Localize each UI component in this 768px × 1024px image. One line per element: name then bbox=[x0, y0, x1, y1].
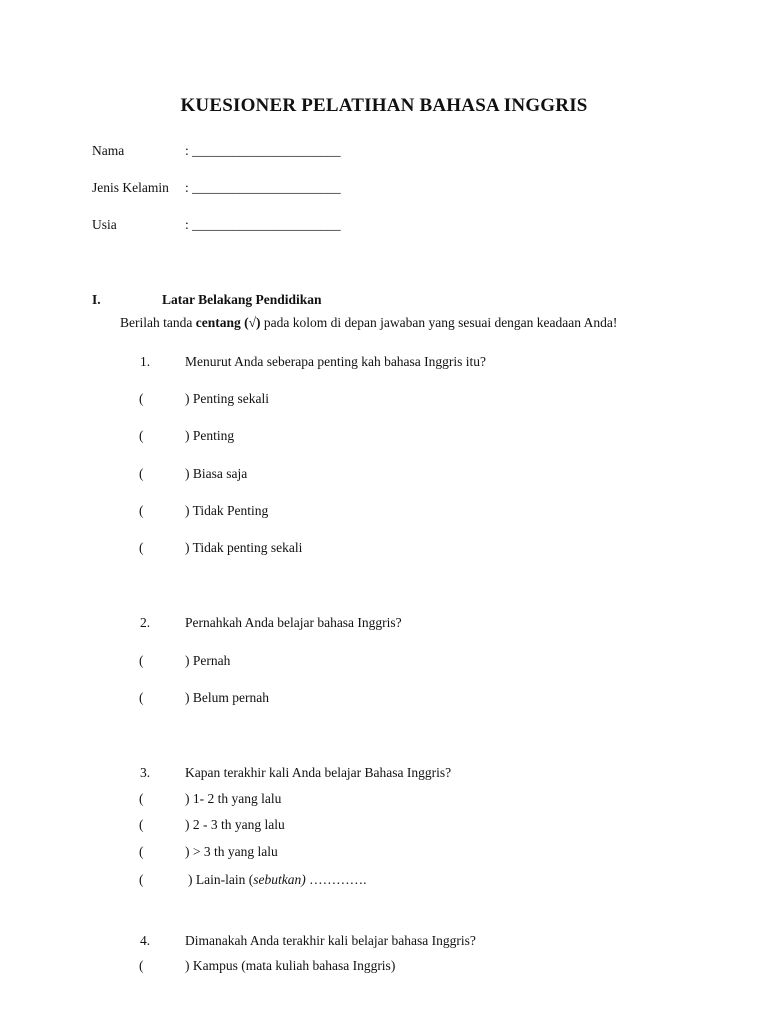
option-label: ) 2 - 3 th yang lalu bbox=[185, 817, 285, 832]
section-title: Latar Belakang Pendidikan bbox=[162, 292, 322, 307]
question-1-text: Menurut Anda seberapa penting kah bahasa Inggris itu? bbox=[185, 354, 487, 369]
question-3-number: 3. bbox=[140, 765, 151, 780]
option-label: ) 1- 2 th yang lalu bbox=[185, 791, 282, 806]
instruction-suffix: pada kolom di depan jawaban yang sesuai dengan keadaan Anda! bbox=[260, 315, 618, 330]
question-4-text: Dimanakah Anda terakhir kali belajar bahasa Inggris? bbox=[185, 933, 476, 948]
option-label-other bbox=[188, 873, 366, 887]
option-checkbox[interactable]: ( bbox=[139, 428, 144, 443]
option-checkbox[interactable]: ( bbox=[139, 653, 144, 668]
section-number: I. bbox=[92, 292, 101, 307]
question-4-number: 4. bbox=[140, 933, 151, 948]
option-checkbox[interactable]: ( bbox=[139, 817, 144, 832]
option-checkbox[interactable]: ( bbox=[139, 540, 144, 555]
section-instruction bbox=[120, 316, 617, 330]
option-label: ) Pernah bbox=[185, 653, 231, 668]
option-checkbox[interactable]: ( bbox=[139, 466, 144, 481]
field-blank-nama: : ______________________ bbox=[185, 143, 341, 158]
question-2-text: Pernahkah Anda belajar bahasa Inggris? bbox=[185, 615, 402, 630]
option-label: ) Penting bbox=[185, 428, 235, 443]
option-checkbox[interactable]: ( bbox=[139, 791, 144, 806]
instruction-bold: centang (√) bbox=[195, 315, 261, 330]
page-title: KUESIONER PELATIHAN BAHASA INGGRIS bbox=[180, 95, 588, 116]
option-label: ) Biasa saja bbox=[185, 466, 248, 481]
option-label: ) Belum pernah bbox=[185, 690, 269, 705]
instruction-prefix: Berilah tanda bbox=[120, 315, 196, 330]
option-label: ) > 3 th yang lalu bbox=[185, 844, 278, 859]
option-label: ) Penting sekali bbox=[185, 391, 269, 406]
field-blank-usia: : ______________________ bbox=[185, 217, 341, 232]
option-checkbox[interactable]: ( bbox=[139, 958, 144, 973]
other-option-dots: …………. bbox=[305, 872, 367, 887]
option-checkbox[interactable]: ( bbox=[139, 690, 144, 705]
question-3-text: Kapan terakhir kali Anda belajar Bahasa Inggris? bbox=[185, 765, 452, 780]
option-checkbox[interactable]: ( bbox=[139, 872, 144, 887]
option-label: ) Tidak Penting bbox=[185, 503, 269, 518]
option-label: ) Tidak penting sekali bbox=[185, 540, 303, 555]
option-checkbox[interactable]: ( bbox=[139, 391, 144, 406]
question-1-number: 1. bbox=[140, 354, 151, 369]
option-checkbox[interactable]: ( bbox=[139, 503, 144, 518]
field-label-jenis-kelamin: Jenis Kelamin bbox=[92, 180, 169, 195]
other-option-prefix: ) Lain-lain ( bbox=[188, 872, 254, 887]
field-label-usia: Usia bbox=[92, 217, 117, 232]
option-checkbox[interactable]: ( bbox=[139, 844, 144, 859]
field-label-nama: Nama bbox=[92, 143, 125, 158]
field-blank-jenis-kelamin: : ______________________ bbox=[185, 180, 341, 195]
option-label: ) Kampus (mata kuliah bahasa Inggris) bbox=[185, 958, 396, 973]
other-option-italic: sebutkan) bbox=[253, 872, 306, 887]
question-2-number: 2. bbox=[140, 615, 151, 630]
